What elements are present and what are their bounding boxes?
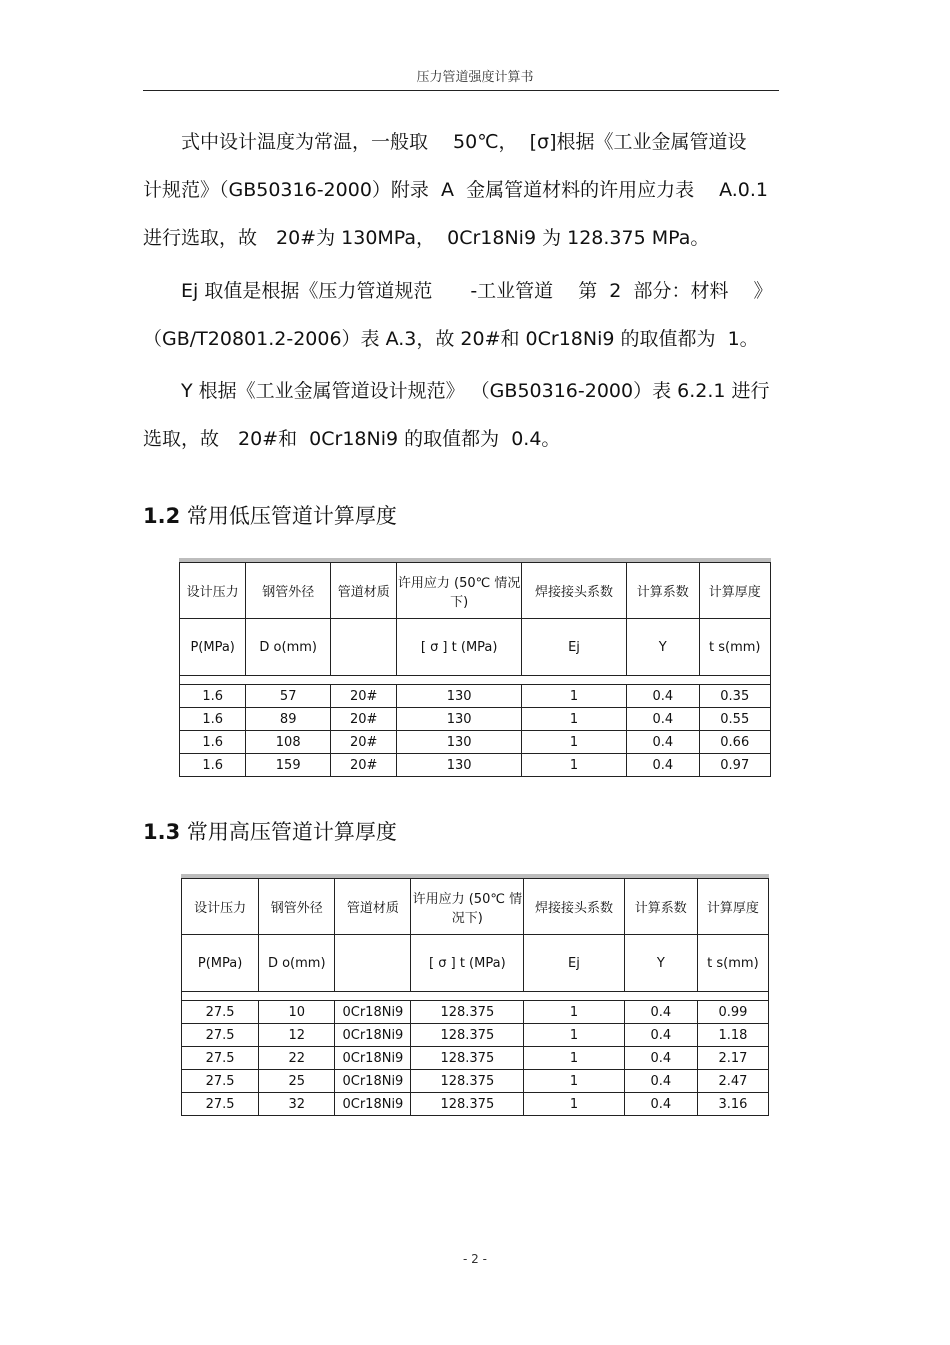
header-calc-thickness: 计算厚度 — [699, 563, 770, 619]
table-cell: 20# — [331, 731, 397, 754]
table-cell: 57 — [246, 685, 331, 708]
table-cell: 130 — [397, 754, 522, 777]
table-cell: 0Cr18Ni9 — [335, 1024, 411, 1047]
table-cell: 0.4 — [624, 1047, 697, 1070]
paragraph-line: Ej 取值是根据《压力管道规范 -工业管道 第 2 部分：材料 》 — [143, 280, 773, 302]
header-material: 管道材质 — [335, 879, 411, 935]
table-cell: 0.4 — [627, 731, 699, 754]
table-cell: 3.16 — [697, 1093, 768, 1116]
table-row — [180, 754, 771, 777]
table-cell: 1 — [521, 754, 626, 777]
table-cell: 27.5 — [182, 1024, 259, 1047]
unit-weld: Ej — [524, 935, 625, 992]
table-row — [182, 1024, 769, 1047]
table-cell: 130 — [397, 685, 522, 708]
table-cell: 0Cr18Ni9 — [335, 1047, 411, 1070]
unit-thickness: t s(mm) — [699, 619, 770, 676]
section-title: 常用低压管道计算厚度 — [186, 504, 397, 528]
table-cell: 20# — [331, 754, 397, 777]
table-row — [182, 1070, 769, 1093]
table-cell: 128.375 — [411, 1024, 524, 1047]
section-title: 常用高压管道计算厚度 — [186, 820, 397, 844]
table-cell: 130 — [397, 708, 522, 731]
table-cell: 2.17 — [697, 1047, 768, 1070]
table-cell: 128.375 — [411, 1001, 524, 1024]
table-cell: 22 — [259, 1047, 335, 1070]
header-weld-factor: 焊接接头系数 — [521, 563, 626, 619]
table-cell: 1 — [524, 1047, 625, 1070]
table-cell: 20# — [331, 708, 397, 731]
table-units-row — [180, 619, 771, 676]
table-cell: 128.375 — [411, 1093, 524, 1116]
table-cell: 1 — [521, 685, 626, 708]
table-cell: 1 — [524, 1024, 625, 1047]
page-number: - 2 - — [463, 1252, 487, 1266]
unit-weld: Ej — [521, 619, 626, 676]
unit-material — [335, 935, 411, 992]
unit-material — [331, 619, 397, 676]
table-cell: 0.35 — [699, 685, 770, 708]
header-allowable-stress: 许用应力 (50℃ 情况下) — [397, 563, 522, 619]
table-cell: 0.4 — [624, 1001, 697, 1024]
table-cell: 1 — [521, 708, 626, 731]
header-allowable-stress: 许用应力 (50℃ 情况下) — [411, 879, 524, 935]
table-row — [182, 1047, 769, 1070]
paragraph-line: 式中设计温度为常温，一般取 50℃， [σ]根据《工业金属管道设 — [143, 131, 747, 153]
high-pressure-table — [181, 874, 769, 1116]
table-cell: 0Cr18Ni9 — [335, 1001, 411, 1024]
unit-thickness: t s(mm) — [697, 935, 768, 992]
table-cell: 0.66 — [699, 731, 770, 754]
section-number: 1.2 — [143, 504, 181, 528]
unit-factor: Y — [624, 935, 697, 992]
table-cell: 1.6 — [180, 685, 246, 708]
header-design-pressure: 设计压力 — [180, 563, 246, 619]
header-weld-factor: 焊接接头系数 — [524, 879, 625, 935]
paragraph-y-factor — [143, 367, 813, 463]
table-cell: 0.4 — [627, 708, 699, 731]
table-cell: 12 — [259, 1024, 335, 1047]
table-cell: 1 — [524, 1001, 625, 1024]
table-cell: 32 — [259, 1093, 335, 1116]
paragraph-line: （GB/T20801.2-2006）表 A.3，故 20#和 0Cr18Ni9 的取值都为 1。 — [143, 328, 759, 350]
unit-pressure: P(MPa) — [182, 935, 259, 992]
table-cell: 20# — [331, 685, 397, 708]
paragraph-design-temperature — [143, 118, 813, 262]
table-cell: 25 — [259, 1070, 335, 1093]
header-calc-factor: 计算系数 — [624, 879, 697, 935]
table-cell: 27.5 — [182, 1070, 259, 1093]
table-header-row — [182, 879, 769, 935]
paragraph-line: 进行选取，故 20#为 130MPa， 0Cr18Ni9 为 128.375 MPa。 — [143, 227, 710, 249]
table-cell: 89 — [246, 708, 331, 731]
table-cell: 1.6 — [180, 754, 246, 777]
paragraph-weld-factor — [143, 267, 813, 363]
table-row — [182, 1093, 769, 1116]
paragraph-line: 选取，故 20#和 0Cr18Ni9 的取值都为 0.4。 — [143, 428, 561, 450]
header-outer-diameter: 钢管外径 — [259, 879, 335, 935]
table-row — [180, 731, 771, 754]
section-heading-low-pressure — [143, 500, 397, 530]
table-cell: 0.55 — [699, 708, 770, 731]
table-cell: 0Cr18Ni9 — [335, 1093, 411, 1116]
header-calc-factor: 计算系数 — [627, 563, 699, 619]
table-cell: 108 — [246, 731, 331, 754]
table-cell: 128.375 — [411, 1047, 524, 1070]
table-cell: 0.4 — [627, 685, 699, 708]
header-calc-thickness: 计算厚度 — [697, 879, 768, 935]
table-cell: 1.18 — [697, 1024, 768, 1047]
table-row — [182, 1001, 769, 1024]
page-header-title: 压力管道强度计算书 — [416, 70, 534, 85]
unit-pressure: P(MPa) — [180, 619, 246, 676]
table-cell: 0.99 — [697, 1001, 768, 1024]
table-cell: 27.5 — [182, 1047, 259, 1070]
table-cell: 10 — [259, 1001, 335, 1024]
table-cell: 1.6 — [180, 731, 246, 754]
low-pressure-table — [179, 558, 771, 777]
table-cell: 1 — [524, 1070, 625, 1093]
unit-stress: [ σ ] t (MPa) — [397, 619, 522, 676]
table-cell: 128.375 — [411, 1070, 524, 1093]
table-cell: 1 — [524, 1093, 625, 1116]
table-cell: 1 — [521, 731, 626, 754]
section-number: 1.3 — [143, 820, 181, 844]
section-heading-high-pressure — [143, 816, 397, 846]
unit-factor: Y — [627, 619, 699, 676]
paragraph-line: 计规范》（GB50316-2000）附录 A 金属管道材料的许用应力表 A.0.1 — [143, 179, 769, 201]
table-cell: 0.4 — [627, 754, 699, 777]
header-rule — [143, 90, 779, 91]
unit-diameter: D o(mm) — [246, 619, 331, 676]
unit-diameter: D o(mm) — [259, 935, 335, 992]
table-cell: 27.5 — [182, 1001, 259, 1024]
table-cell: 27.5 — [182, 1093, 259, 1116]
table-header-row — [180, 563, 771, 619]
header-material: 管道材质 — [331, 563, 397, 619]
unit-stress: [ σ ] t (MPa) — [411, 935, 524, 992]
table-cell: 0.4 — [624, 1070, 697, 1093]
table-cell: 0.4 — [624, 1024, 697, 1047]
table-cell: 130 — [397, 731, 522, 754]
table-row — [180, 708, 771, 731]
table-cell: 2.47 — [697, 1070, 768, 1093]
table-units-row — [182, 935, 769, 992]
table-cell: 1.6 — [180, 708, 246, 731]
table-row — [180, 685, 771, 708]
table-cell: 0Cr18Ni9 — [335, 1070, 411, 1093]
header-outer-diameter: 钢管外径 — [246, 563, 331, 619]
header-design-pressure: 设计压力 — [182, 879, 259, 935]
table-cell: 0.97 — [699, 754, 770, 777]
paragraph-line: Y 根据《工业金属管道设计规范》 （GB50316-2000）表 6.2.1 进行 — [143, 380, 770, 402]
table-cell: 159 — [246, 754, 331, 777]
table-cell: 0.4 — [624, 1093, 697, 1116]
